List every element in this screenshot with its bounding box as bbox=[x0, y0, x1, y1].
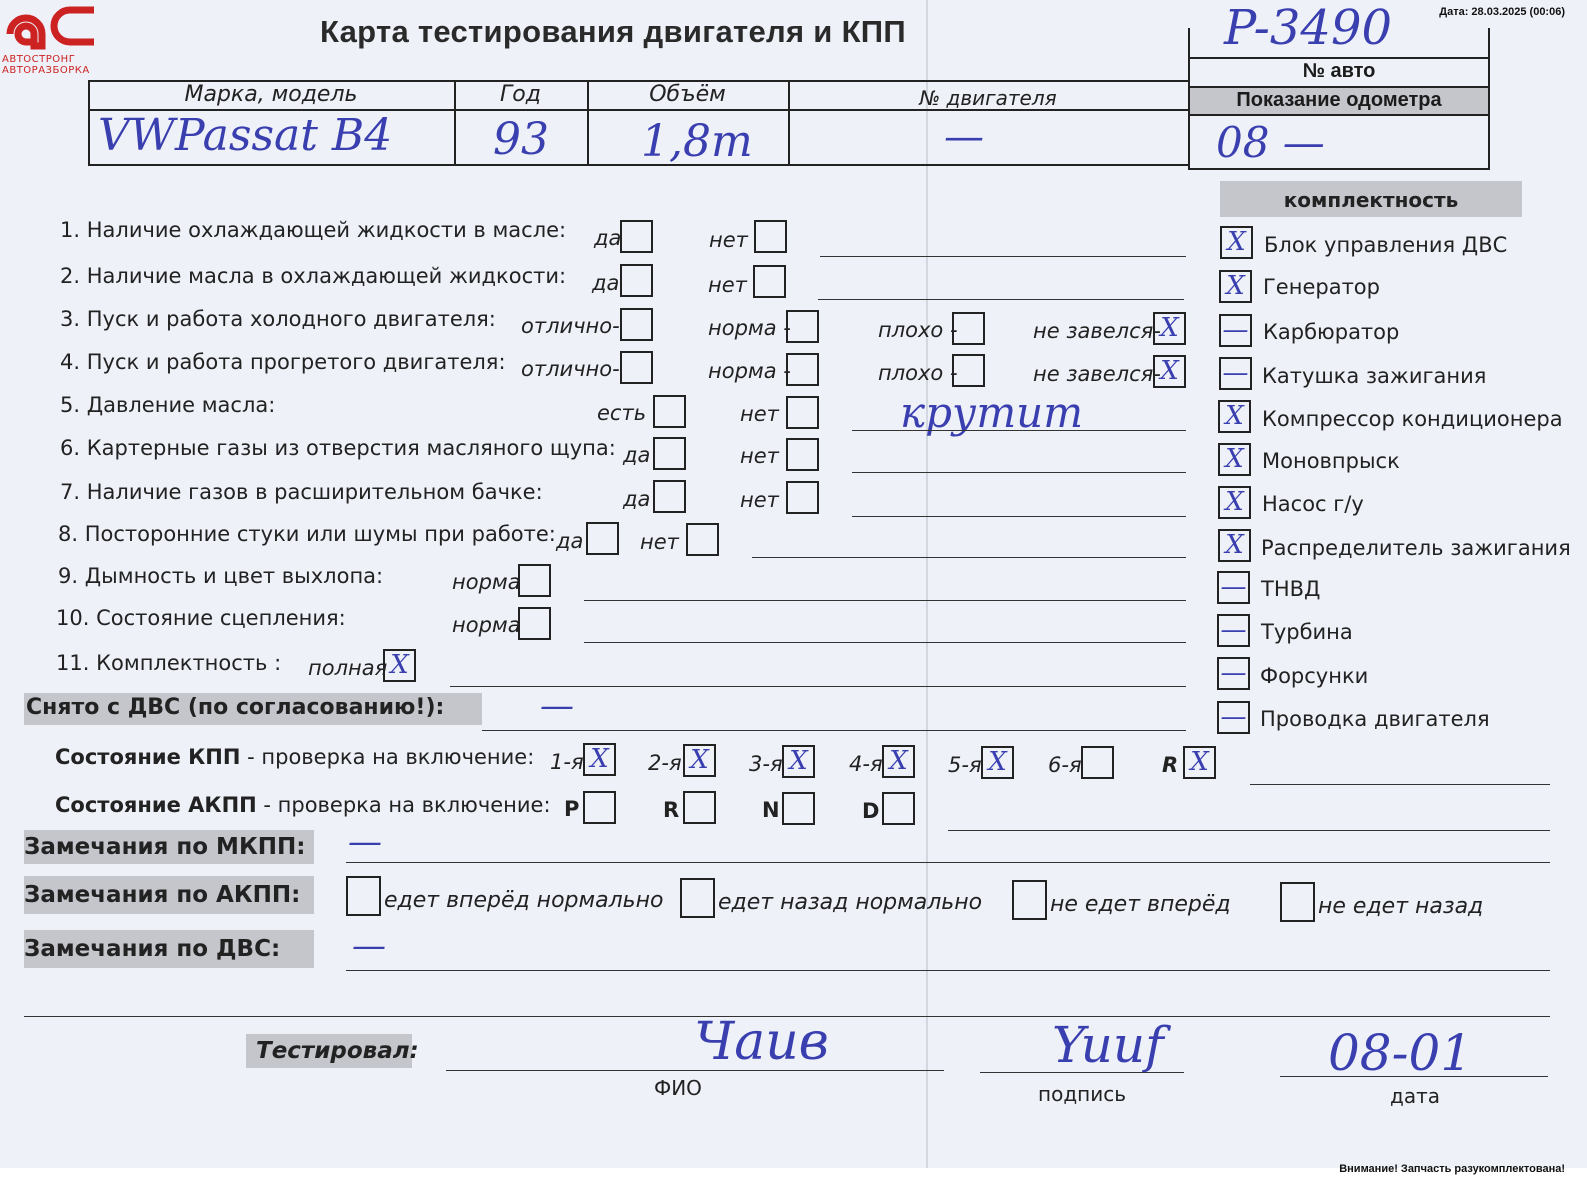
tester-name: Чаив bbox=[694, 1012, 829, 1072]
q4-bad-label: плохо - bbox=[878, 361, 958, 385]
removed-value: — bbox=[540, 686, 574, 726]
comp-check-1[interactable]: X bbox=[1219, 270, 1252, 303]
q4-normal-label: норма - bbox=[708, 359, 791, 383]
q5-no-checkbox[interactable] bbox=[786, 396, 819, 429]
comp-check-8[interactable]: — bbox=[1217, 571, 1250, 604]
gear-1-label: 1-я bbox=[550, 750, 584, 774]
comp-label-10: Форсунки bbox=[1260, 664, 1369, 688]
comp-check-9[interactable]: — bbox=[1217, 614, 1250, 647]
q2-yes-checkbox[interactable] bbox=[620, 264, 653, 297]
q8-yes-label: да bbox=[556, 529, 584, 553]
q7-line bbox=[852, 516, 1186, 517]
volume-value: 1,8m bbox=[641, 116, 753, 167]
gear-4-checkbox[interactable]: X bbox=[882, 745, 915, 778]
removed-line bbox=[482, 730, 1186, 731]
comp-label-9: Турбина bbox=[1261, 620, 1353, 644]
odometer-value: 08 — bbox=[1216, 118, 1325, 167]
logo-line2: АВТОРАЗБОРКА bbox=[2, 65, 90, 76]
q9-normal-label: норма bbox=[452, 570, 521, 594]
comp-label-1: Генератор bbox=[1263, 275, 1380, 299]
comp-label-2: Карбюратор bbox=[1263, 320, 1400, 344]
q3-not-started-checkbox[interactable]: X bbox=[1153, 312, 1186, 345]
page-fold bbox=[926, 0, 928, 1170]
comp-label-4: Компрессор кондиционера bbox=[1262, 407, 1563, 431]
year-label: Год bbox=[500, 82, 541, 107]
comp-check-5[interactable]: X bbox=[1218, 443, 1251, 476]
q3-normal-label: норма - bbox=[708, 316, 791, 340]
akpp-back-ok-checkbox[interactable] bbox=[680, 878, 715, 918]
engine-number-label: № двигателя bbox=[919, 86, 1057, 110]
gear-6-label: 6-я bbox=[1048, 753, 1082, 777]
question-5: 5. Давление масла: bbox=[60, 393, 276, 417]
q4-excellent-checkbox[interactable] bbox=[620, 351, 653, 384]
comp-check-11[interactable]: — bbox=[1217, 701, 1250, 734]
akpp-n-checkbox[interactable] bbox=[782, 792, 815, 825]
comp-check-0[interactable]: X bbox=[1220, 226, 1253, 259]
q6-yes-checkbox[interactable] bbox=[653, 437, 686, 470]
comp-label-7: Распределитель зажигания bbox=[1261, 536, 1571, 560]
q4-not-started-label: не завелся- bbox=[1033, 362, 1161, 386]
brand-value: VWPassat B4 bbox=[98, 110, 393, 161]
akpp-forward-ok-label: едет вперёд нормально bbox=[384, 888, 664, 913]
vehicle-table bbox=[88, 80, 1188, 166]
akpp-p-label: P bbox=[564, 797, 580, 821]
q6-line bbox=[852, 472, 1186, 473]
akpp-r-label: R bbox=[663, 798, 680, 822]
q5-no-label: нет bbox=[740, 402, 779, 426]
question-9: 9. Дымность и цвет выхлопа: bbox=[58, 564, 384, 588]
gear-5-label: 5-я bbox=[948, 753, 982, 777]
q10-normal-label: норма bbox=[452, 613, 521, 637]
q9-line bbox=[584, 600, 1186, 601]
gear-3-label: 3-я bbox=[749, 752, 783, 776]
q8-no-label: нет bbox=[640, 530, 679, 554]
signature-line bbox=[980, 1072, 1184, 1073]
gear-2-label: 2-я bbox=[648, 751, 682, 775]
signature: Yuuf bbox=[1052, 1016, 1164, 1074]
q6-no-checkbox[interactable] bbox=[786, 438, 819, 471]
q8-line bbox=[752, 557, 1186, 558]
oil-pressure-note: крутит bbox=[900, 388, 1084, 437]
question-6: 6. Картерные газы из отверстия масляного щупа: bbox=[60, 436, 616, 460]
q3-normal-checkbox[interactable] bbox=[786, 310, 819, 343]
akpp-forward-ok-checkbox[interactable] bbox=[346, 876, 381, 916]
gear-5-checkbox[interactable]: X bbox=[981, 746, 1014, 779]
q2-no-label: нет bbox=[708, 273, 747, 297]
question-4: 4. Пуск и работа прогретого двигателя: bbox=[60, 350, 506, 374]
akpp-label: Состояние АКПП - проверка на включение: bbox=[55, 793, 551, 817]
gear-4-label: 4-я bbox=[849, 752, 883, 776]
q10-line bbox=[584, 642, 1186, 643]
q2-yes-label: да bbox=[592, 271, 620, 295]
question-8: 8. Посторонние стуки или шумы при работе: bbox=[58, 522, 556, 546]
q1-no-label: нет bbox=[709, 228, 748, 252]
q1-yes-label: да bbox=[594, 226, 622, 250]
mkpp-line bbox=[346, 862, 1550, 863]
engine-number-value: — bbox=[944, 114, 984, 160]
q4-excellent-label: отлично- bbox=[521, 357, 620, 381]
removed-label: Снято с ДВС (по согласованию!): bbox=[26, 695, 445, 720]
q6-yes-label: да bbox=[623, 443, 651, 467]
gear-r-label: R bbox=[1162, 753, 1179, 777]
comp-label-0: Блок управления ДВС bbox=[1264, 233, 1508, 257]
comp-label-11: Проводка двигателя bbox=[1260, 707, 1490, 731]
q7-no-checkbox[interactable] bbox=[786, 481, 819, 514]
comp-check-7[interactable]: X bbox=[1218, 529, 1251, 562]
q1-no-checkbox[interactable] bbox=[754, 220, 787, 253]
akpp-no-back-checkbox[interactable] bbox=[1280, 882, 1315, 922]
page-title: Карта тестирования двигателя и КПП bbox=[320, 14, 906, 49]
comp-label-8: ТНВД bbox=[1261, 577, 1321, 601]
q11-full-label: полная bbox=[308, 656, 388, 680]
year-value: 93 bbox=[493, 114, 549, 165]
q8-no-checkbox[interactable] bbox=[686, 523, 719, 556]
logo-text bbox=[2, 54, 90, 76]
q1-line bbox=[820, 256, 1186, 257]
dvs-line bbox=[346, 970, 1550, 971]
q2-line bbox=[818, 299, 1184, 300]
dvs-remarks-label: Замечания по ДВС: bbox=[24, 936, 281, 962]
signature-label: подпись bbox=[1038, 1082, 1126, 1106]
test-date: 08-01 bbox=[1328, 1024, 1473, 1082]
auto-number-value: P-3490 bbox=[1224, 0, 1393, 56]
date-label: дата bbox=[1390, 1084, 1440, 1108]
q7-yes-label: да bbox=[623, 487, 651, 511]
gear-3-checkbox[interactable]: X bbox=[782, 745, 815, 778]
q4-normal-checkbox[interactable] bbox=[786, 353, 819, 386]
comp-check-10[interactable]: — bbox=[1217, 657, 1250, 690]
comp-check-4[interactable]: X bbox=[1218, 400, 1251, 433]
akpp-r-checkbox[interactable] bbox=[683, 791, 716, 824]
comp-label-3: Катушка зажигания bbox=[1262, 364, 1487, 388]
akpp-line bbox=[948, 830, 1550, 831]
brand-label: Марка, модель bbox=[184, 82, 358, 107]
gear-1-checkbox[interactable]: X bbox=[583, 743, 616, 776]
q11-full-checkbox[interactable]: X bbox=[383, 649, 416, 682]
date-stamp: Дата: 28.03.2025 (00:06) bbox=[1439, 6, 1565, 18]
q7-yes-checkbox[interactable] bbox=[653, 480, 686, 513]
question-10: 10. Состояние сцепления: bbox=[56, 606, 346, 630]
q3-excellent-checkbox[interactable] bbox=[620, 308, 653, 341]
comp-check-3[interactable]: — bbox=[1219, 357, 1252, 390]
kpp-label: Состояние КПП - проверка на включение: bbox=[55, 745, 535, 769]
q5-line bbox=[852, 430, 1186, 431]
comp-label-6: Насос г/у bbox=[1262, 492, 1364, 516]
q10-normal-checkbox[interactable] bbox=[518, 607, 551, 640]
q3-not-started-label: не завелся- bbox=[1033, 319, 1161, 343]
q4-bad-checkbox[interactable] bbox=[952, 354, 985, 387]
akpp-no-back-label: не едет назад bbox=[1318, 894, 1484, 919]
question-3: 3. Пуск и работа холодного двигателя: bbox=[60, 307, 496, 331]
q5-present-checkbox[interactable] bbox=[653, 395, 686, 428]
comp-check-2[interactable]: — bbox=[1219, 314, 1252, 347]
q3-bad-checkbox[interactable] bbox=[952, 312, 985, 345]
gear-2-checkbox[interactable]: X bbox=[683, 744, 716, 777]
tested-label: Тестировал: bbox=[256, 1038, 419, 1064]
q4-not-started-checkbox[interactable]: X bbox=[1153, 355, 1186, 388]
q9-normal-checkbox[interactable] bbox=[518, 564, 551, 597]
completeness-header: комплектность bbox=[1283, 188, 1459, 212]
dvs-remarks-value: — bbox=[352, 926, 386, 966]
gear-r-checkbox[interactable]: X bbox=[1183, 746, 1216, 779]
akpp-n-label: N bbox=[762, 798, 780, 822]
akpp-remarks-label: Замечания по АКПП: bbox=[24, 882, 301, 908]
q3-bad-label: плохо - bbox=[878, 318, 958, 342]
fio-label: ФИО bbox=[654, 1076, 702, 1100]
gear-6-checkbox[interactable] bbox=[1081, 746, 1114, 779]
question-7: 7. Наличие газов в расширительном бачке: bbox=[60, 480, 543, 504]
kpp-line bbox=[1250, 784, 1550, 785]
q1-yes-checkbox[interactable] bbox=[620, 220, 653, 253]
question-2: 2. Наличие масла в охлаждающей жидкости: bbox=[60, 264, 567, 288]
q6-no-label: нет bbox=[740, 444, 779, 468]
mkpp-remarks-label: Замечания по МКПП: bbox=[24, 834, 306, 860]
warning-text: Внимание! Запчасть разукомплектована! bbox=[1339, 1163, 1565, 1175]
auto-number-block bbox=[1188, 0, 1490, 170]
q7-no-label: нет bbox=[740, 488, 779, 512]
logo-icon bbox=[2, 0, 102, 50]
akpp-no-forward-checkbox[interactable] bbox=[1012, 880, 1047, 920]
q8-yes-checkbox[interactable] bbox=[586, 522, 619, 555]
auto-number-label: № авто bbox=[1302, 60, 1376, 82]
q5-present-label: есть bbox=[597, 401, 647, 425]
mkpp-remarks-value: — bbox=[348, 822, 382, 862]
volume-label: Объём bbox=[649, 82, 726, 107]
q2-no-checkbox[interactable] bbox=[753, 265, 786, 298]
comp-check-6[interactable]: X bbox=[1218, 486, 1251, 519]
fio-line bbox=[446, 1070, 944, 1071]
date-line bbox=[1280, 1076, 1548, 1077]
comp-label-5: Моновпрыск bbox=[1262, 449, 1400, 473]
akpp-d-checkbox[interactable] bbox=[882, 792, 915, 825]
akpp-back-ok-label: едет назад нормально bbox=[718, 890, 983, 915]
akpp-d-label: D bbox=[862, 799, 880, 823]
q3-excellent-label: отлично- bbox=[521, 314, 620, 338]
logo-line1: АВТОСТРОНГ bbox=[2, 54, 76, 65]
akpp-p-checkbox[interactable] bbox=[583, 791, 616, 824]
akpp-no-forward-label: не едет вперёд bbox=[1050, 892, 1231, 917]
odometer-label: Показание одометра bbox=[1236, 89, 1442, 111]
question-11: 11. Комплектность : bbox=[56, 651, 282, 675]
question-1: 1. Наличие охлаждающей жидкости в масле: bbox=[60, 218, 567, 242]
